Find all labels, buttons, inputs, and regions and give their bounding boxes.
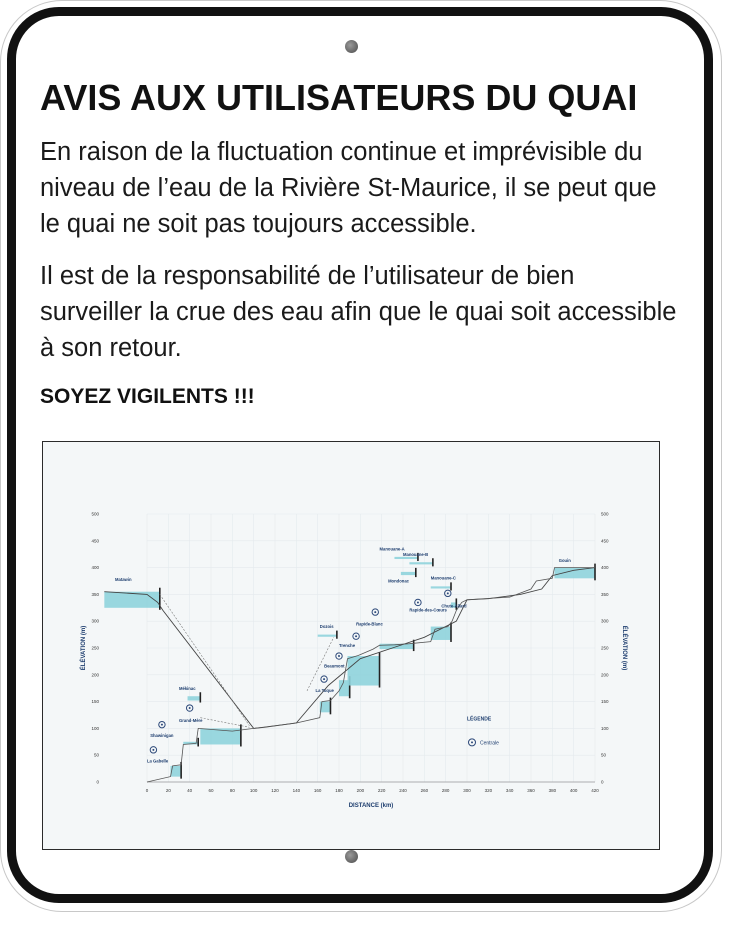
x-tick-label: 0: [145, 788, 149, 793]
x-tick-label: 100: [249, 788, 258, 793]
x-tick-label: 220: [377, 788, 386, 793]
centrale-icon-center: [338, 655, 340, 657]
y-tick-label-right: 0: [601, 779, 604, 785]
sign-title: AVIS AUX UTILISATEURS DU QUAI: [40, 77, 638, 118]
chart-label: Manouane-C: [430, 575, 456, 581]
bottom-bolt-icon: [345, 850, 358, 863]
reservoir-dozois: [318, 635, 337, 637]
x-tick-label: 80: [229, 788, 235, 793]
chart-label: Trenche: [339, 642, 356, 648]
legend-title: LÉGENDE: [467, 716, 492, 723]
route-2-line: [200, 718, 249, 728]
x-tick-label: 60: [208, 788, 214, 793]
x-tick-label: 340: [505, 788, 514, 793]
chart-label: Dozois: [319, 624, 334, 630]
x-tick-label: 420: [591, 788, 599, 793]
chart-label: La Gabelle: [147, 758, 169, 764]
x-tick-label: 400: [569, 788, 578, 793]
y-tick-label: 450: [91, 538, 99, 544]
chart-label: La Tuque: [315, 687, 334, 693]
elevation-chart: [42, 441, 660, 850]
centrale-icon-center: [152, 749, 154, 751]
y-tick-label-right: 500: [601, 511, 609, 517]
y-tick-label: 350: [91, 591, 99, 597]
y-tick-label-right: 150: [601, 699, 609, 705]
x-tick-label: 120: [271, 788, 279, 793]
x-tick-label: 320: [484, 788, 493, 793]
chart-label: Rapide-Blanc: [356, 621, 383, 627]
y-tick-label: 500: [91, 511, 99, 517]
y-axis-label: ÉLÉVATION (m): [81, 625, 87, 671]
chart-label: Chute-Allard: [441, 603, 467, 609]
sign-paragraph-1: En raison de la fluctuation continue et imprévisible du niveau de l’eau de la Rivière St-Maurice, il se peut que le quai ne soit pas toujours accessible.: [40, 138, 657, 238]
y-tick-label-right: 350: [601, 591, 609, 597]
reservoir-matawin: [104, 592, 159, 608]
x-tick-label: 180: [335, 788, 343, 793]
chart-label: Mondonac: [388, 578, 410, 584]
x-tick-label: 360: [527, 788, 535, 793]
centrale-icon-center: [323, 678, 325, 680]
legend-item-label: Centrale: [480, 740, 499, 747]
chart-label: Beaumont: [324, 663, 345, 669]
x-tick-label: 280: [441, 788, 450, 793]
y-axis-label-right: ÉLÉVATION (m): [621, 625, 627, 671]
chart-label: Shawinigan: [150, 732, 174, 738]
y-tick-label-right: 50: [601, 752, 607, 758]
y-tick-label: 250: [91, 645, 99, 651]
chart-label: Manouane-A: [379, 546, 405, 552]
y-tick-label-right: 400: [601, 565, 609, 571]
y-tick-label-right: 300: [601, 618, 609, 624]
reservoir-manouane-a: [394, 557, 417, 559]
reservoir-manouane-b: [409, 562, 432, 564]
centrale-icon-center: [161, 724, 163, 726]
chart-label: Gouin: [558, 558, 571, 564]
elevation-chart-svg: [43, 442, 661, 851]
centrale-icon-center: [355, 635, 357, 637]
chart-label: Rapide-des-Cœurs: [409, 607, 447, 613]
centrale-icon-center: [374, 611, 376, 613]
x-tick-label: 200: [356, 788, 365, 793]
centrale-icon-center: [417, 601, 419, 603]
y-tick-label-right: 100: [601, 725, 609, 731]
reservoir-manouane-c: [431, 586, 451, 588]
reservoir-mondonac: [401, 572, 416, 575]
reservoir-trenche: [348, 656, 380, 685]
legend-centrale-icon-center: [471, 741, 473, 743]
x-tick-label: 40: [187, 788, 193, 793]
y-tick-label: 300: [91, 618, 99, 624]
top-bolt-icon: [345, 40, 358, 53]
sign-paragraph-2: Il est de la responsabilité de l’utilisateur de bien surveiller la crue des eau afin que le quai soit accessible à son retour.: [40, 262, 677, 362]
y-tick-label-right: 450: [601, 538, 609, 544]
y-tick-label: 0: [96, 779, 99, 785]
y-tick-label: 400: [91, 565, 99, 571]
y-tick-label: 200: [91, 672, 99, 678]
y-tick-label-right: 250: [601, 645, 609, 651]
reservoir-m-kinac: [188, 696, 201, 700]
x-tick-label: 20: [165, 788, 171, 793]
y-tick-label-right: 200: [601, 672, 609, 678]
x-axis-label: DISTANCE (km): [348, 803, 394, 809]
x-tick-label: 300: [463, 788, 471, 793]
chart-label: Grand-Mère: [179, 717, 203, 723]
y-tick-label: 100: [91, 725, 99, 731]
centrale-icon-center: [189, 707, 191, 709]
x-tick-label: 160: [313, 788, 322, 793]
chart-label: Mékinac: [179, 685, 196, 691]
x-tick-label: 140: [292, 788, 301, 793]
y-tick-label: 150: [91, 699, 99, 705]
centrale-icon-center: [447, 592, 449, 594]
reservoir-gouin: [554, 568, 595, 579]
x-tick-label: 260: [420, 788, 429, 793]
x-tick-label: 240: [399, 788, 407, 793]
sign-warning: SOYEZ VIGILENTS !!!: [40, 385, 255, 408]
chart-label: Matawin: [115, 577, 132, 582]
chart-label: Manouane-B: [403, 551, 429, 557]
y-tick-label: 50: [93, 752, 99, 758]
x-tick-label: 380: [548, 788, 557, 793]
